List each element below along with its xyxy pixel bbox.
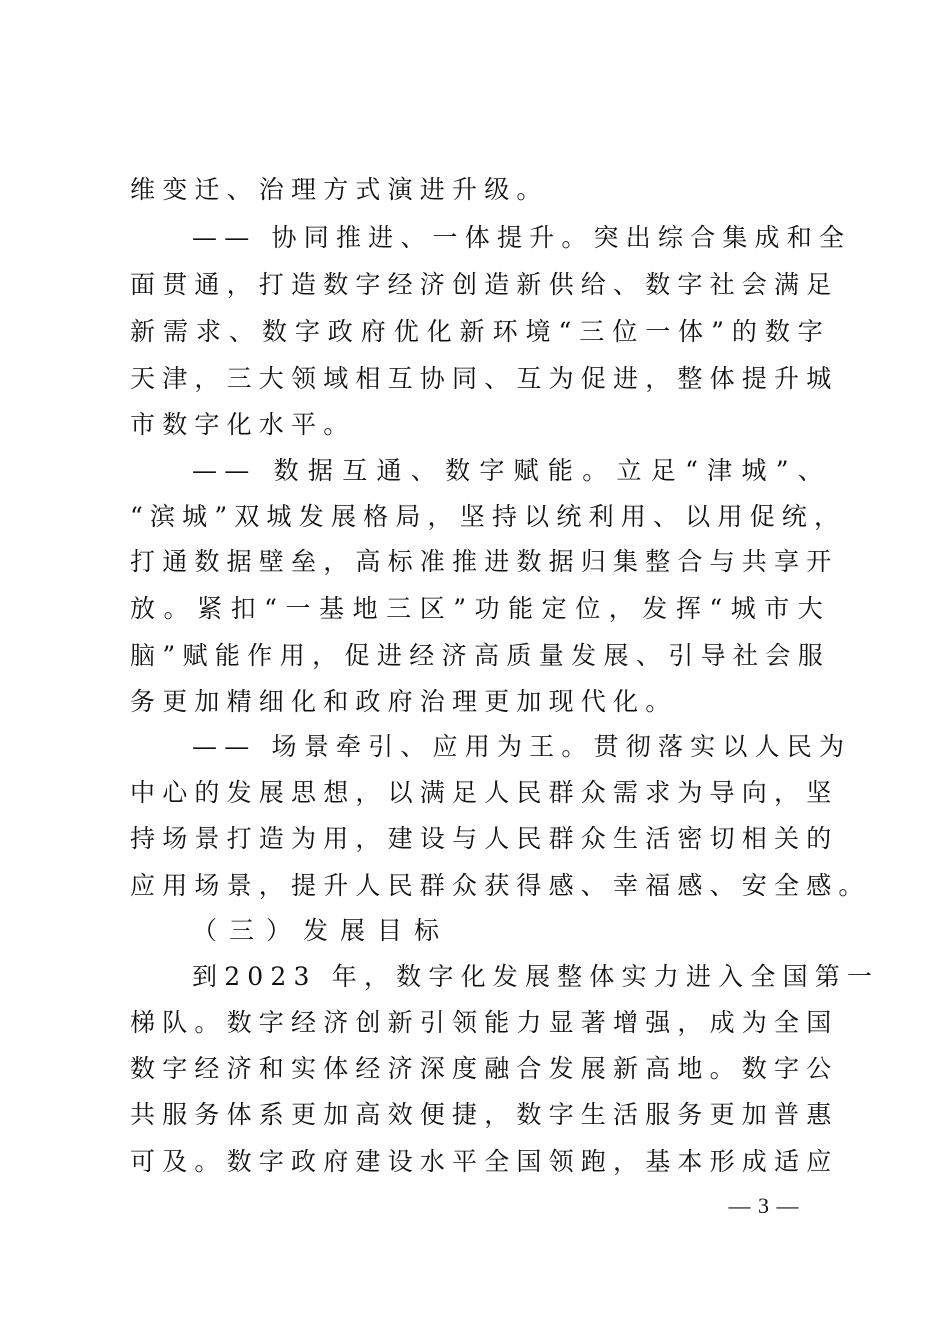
text-line: 新需求、数字政府优化新环境“三位一体”的数字 [130, 317, 830, 346]
text-line: 天津，三大领域相互协同、互为促进，整体提升城 [130, 364, 839, 393]
text-line: 市数字化水平。 [130, 410, 356, 439]
text-line: 打通数据壁垒，高标准推进数据归集整合与共享开 [130, 547, 839, 576]
text-line: —— 协同推进、一体提升。突出综合集成和全 [192, 223, 852, 252]
text-line: 维变迁、治理方式演进升级。 [130, 175, 549, 204]
text-line: 面贯通，打造数字经济创造新供给、数字社会满足 [130, 270, 839, 299]
text-line: —— 场景牵引、应用为王。贯彻落实以人民为 [192, 732, 852, 761]
text-line: 到2023 年，数字化发展整体实力进入全国第一 [192, 962, 880, 991]
text-line: —— 数据互通、数字赋能。立足“津城”、 [192, 456, 830, 485]
text-line: 共服务体系更加高效便捷，数字生活服务更加普惠 [130, 1100, 839, 1129]
section-heading: （三）发展目标 [192, 916, 452, 945]
text-line: 梯队。数字经济创新引领能力显著增强，成为全国 [130, 1008, 839, 1037]
text-line: 持场景打造为用，建设与人民群众生活密切相关的 [130, 824, 839, 853]
text-line: 中心的发展思想，以满足人民群众需求为导向，坚 [130, 778, 839, 807]
text-line: 数字经济和实体经济深度融合发展新高地。数字公 [130, 1054, 839, 1083]
page-number: — 3 — [728, 1193, 800, 1218]
text-line: 放。紧扣“一基地三区”功能定位，发挥“城市大 [130, 594, 830, 623]
text-line: 脑”赋能作用，促进经济高质量发展、引导社会服 [130, 641, 830, 670]
text-line: 务更加精细化和政府治理更加现代化。 [130, 687, 678, 716]
text-line: “滨城”双城发展格局，坚持以统利用、以用促统， [130, 502, 847, 531]
text-line: 应用场景，提升人民群众获得感、幸福感、安全感。 [130, 871, 871, 900]
text-line: 可及。数字政府建设水平全国领跑，基本形成适应 [130, 1147, 839, 1176]
